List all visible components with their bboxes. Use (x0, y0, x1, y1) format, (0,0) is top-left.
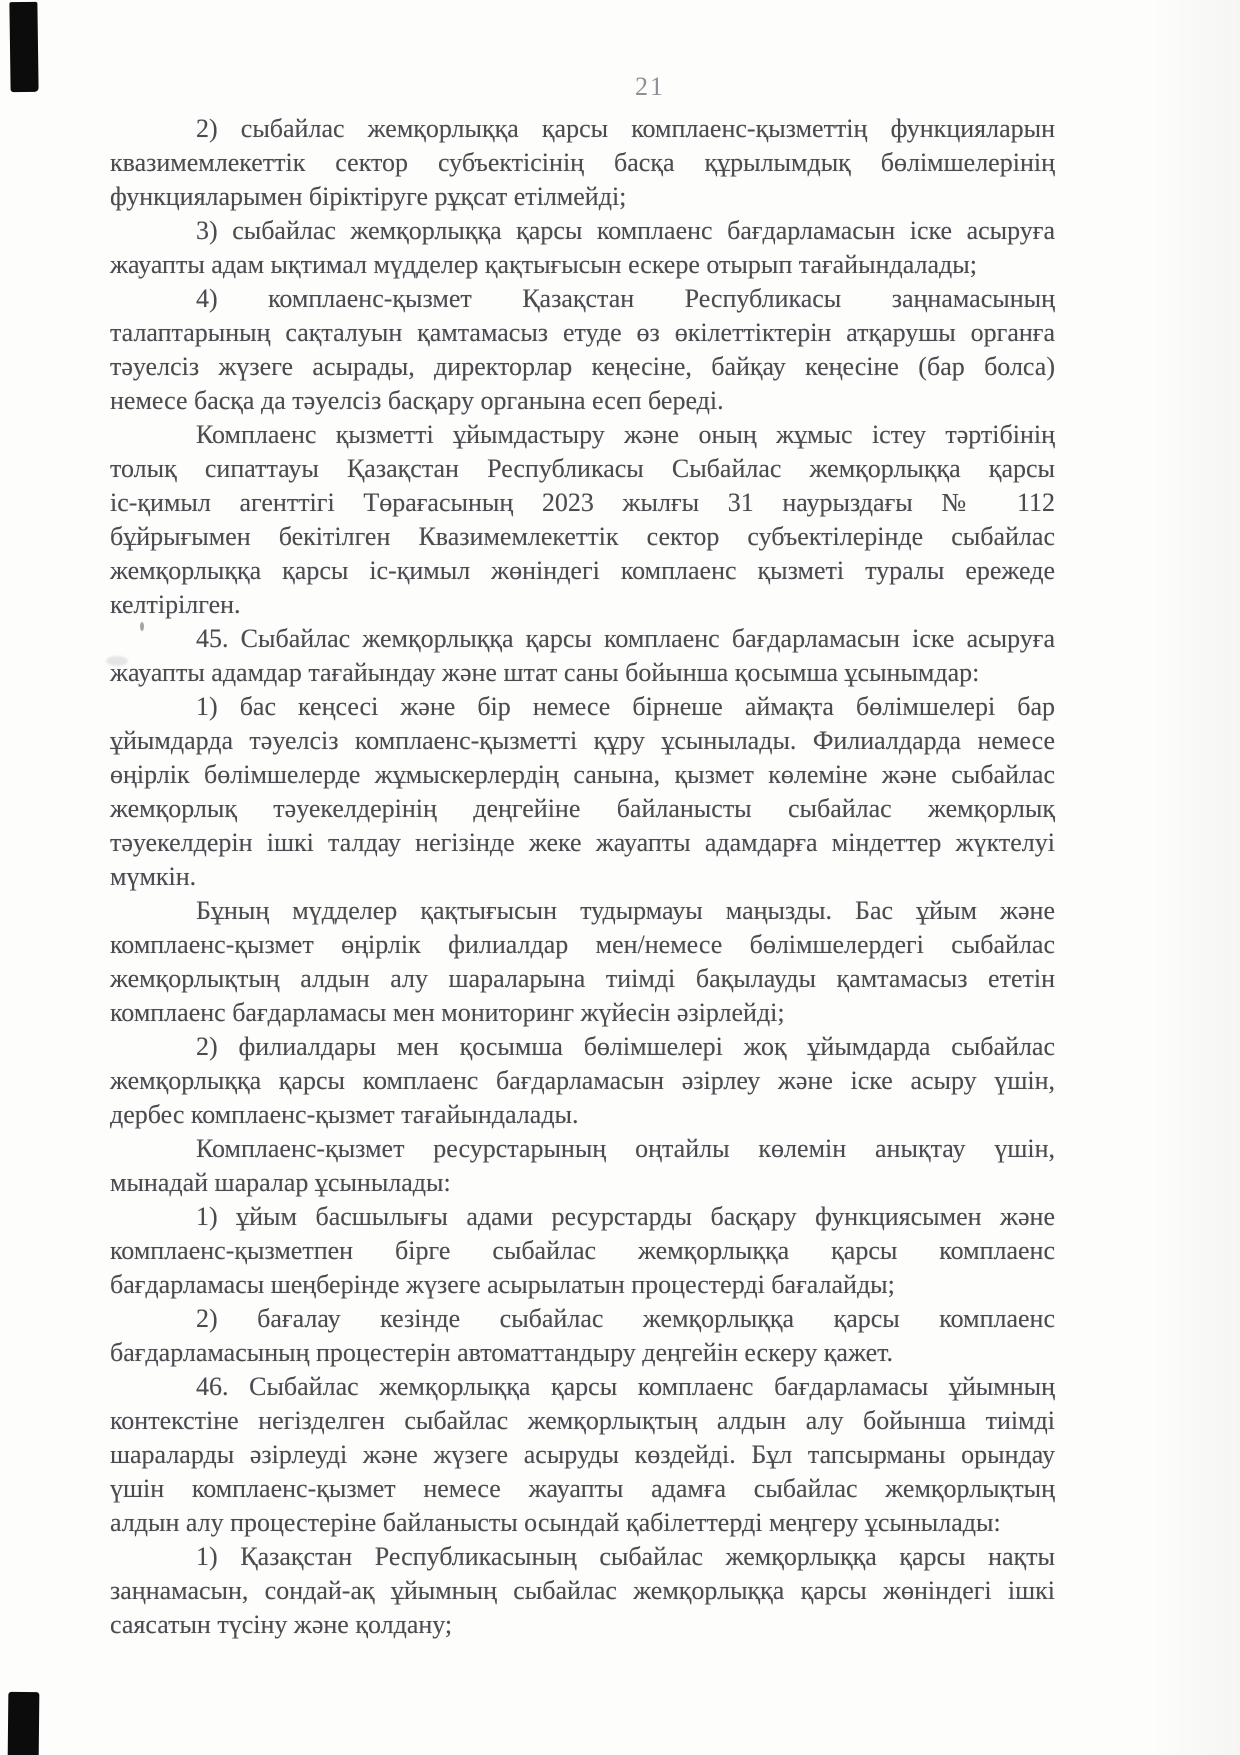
paragraph (110, 1540, 1055, 1642)
text-line: өңірлік бөлімшелерде жұмыскерлердің санына, қызмет көлеміне және сыбайлас (110, 760, 1055, 789)
paragraph (110, 418, 1055, 622)
text-line: 4) комплаенс-қызмет Қазақстан Республикасы заңнамасының (196, 284, 1055, 313)
scan-artifact-top-left (9, 2, 38, 92)
text-line: келтірілген. (110, 590, 241, 619)
paragraph (110, 894, 1055, 1030)
text-line: немесе басқа да тәуелсіз басқару органына есеп береді. (110, 386, 724, 415)
paragraph (110, 1132, 1055, 1200)
text-line: 1) ұйым басшылығы адами ресурстарды басқару функциясымен және (196, 1202, 1055, 1231)
text-line: тәуелсіз жүзеге асырады, директорлар кеңесіне, байқау кеңесіне (бар болса) (110, 352, 1055, 381)
text-line: талаптарының сақталуын қамтамасыз етуде өз өкілеттіктерін атқарушы органға (110, 318, 1055, 347)
text-line: 2) филиалдары мен қосымша бөлімшелері жоқ ұйымдарда сыбайлас (196, 1032, 1055, 1061)
text-line: алдын алу процестеріне байланысты осындай қабілеттерді меңгеру ұсынылады: (110, 1508, 1001, 1537)
text-line: толық сипаттауы Қазақстан Республикасы Сыбайлас жемқорлыққа қарсы (110, 454, 1055, 483)
text-line: Комплаенс қызметті ұйымдастыру және оның жұмыс істеу тәртібінің (196, 420, 1055, 449)
text-line: комплаенс-қызметпен бірге сыбайлас жемқорлыққа қарсы комплаенс (110, 1236, 1055, 1265)
document-body (110, 112, 1055, 1642)
text-line: шараларды әзірлеуді және жүзеге асыруды көздейді. Бұл тапсырманы орындау (110, 1440, 1055, 1469)
text-line: 46. Сыбайлас жемқорлыққа қарсы комплаенс бағдарламасы ұйымның (196, 1372, 1055, 1401)
paragraph (110, 1030, 1055, 1132)
text-line: комплаенс-қызмет өңірлік филиалдар мен/немесе бөлімшелердегі сыбайлас (110, 930, 1055, 959)
text-line: контекстіне негізделген сыбайлас жемқорлықтың алдын алу бойынша тиімді (110, 1406, 1055, 1435)
scan-edge-shading (1150, 0, 1240, 1755)
text-line: тәуекелдерін ішкі талдау негізінде жеке жауапты адамдарға міндеттер жүктелуі (110, 828, 1055, 857)
paragraph (110, 622, 1055, 690)
text-line: жемқорлықтың алдын алу шараларына тиімді бақылауды қамтамасыз ететін (110, 964, 1055, 993)
text-line: 45. Сыбайлас жемқорлыққа қарсы комплаенс бағдарламасын іске асыруға (196, 624, 1055, 653)
text-line: үшін комплаенс-қызмет немесе жауапты адамға сыбайлас жемқорлықтың (110, 1474, 1055, 1503)
text-line: 1) бас кеңсесі және бір немесе бірнеше аймақта бөлімшелері бар (196, 692, 1055, 721)
text-line: дербес комплаенс-қызмет тағайындалады. (110, 1100, 579, 1129)
text-line: Бұның мүдделер қақтығысын тудырмауы маңызды. Бас ұйым және (196, 896, 1055, 925)
text-line: жемқорлыққа қарсы комплаенс бағдарламасын әзірлеу және іске асыру үшін, (110, 1066, 1055, 1095)
paragraph (110, 112, 1055, 214)
text-line: жауапты адамдар тағайындау және штат саны бойынша қосымша ұсынымдар: (110, 658, 980, 687)
text-line: 3) сыбайлас жемқорлыққа қарсы комплаенс бағдарламасын іске асыруға (196, 216, 1055, 245)
text-line: ұйымдарда тәуелсіз комплаенс-қызметті құру ұсынылады. Филиалдарда немесе (110, 726, 1055, 755)
text-line: мүмкін. (110, 862, 197, 891)
page-number: 21 (635, 72, 665, 101)
text-line: саясатын түсіну және қолдану; (110, 1610, 453, 1639)
text-line: 1) Қазақстан Республикасының сыбайлас жемқорлыққа қарсы нақты (196, 1542, 1055, 1571)
paragraph (110, 1370, 1055, 1540)
text-line: 2) сыбайлас жемқорлыққа қарсы комплаенс-қызметтің функцияларын (196, 114, 1055, 143)
scan-artifact-bottom-left (8, 1692, 40, 1755)
paragraph (110, 1302, 1055, 1370)
text-line: бағдарламасының процестерін автоматтандыру деңгейін ескеру қажет. (110, 1338, 894, 1367)
paragraph (110, 214, 1055, 282)
paragraph (110, 1200, 1055, 1302)
text-line: комплаенс бағдарламасы мен мониторинг жүйесін әзірлейді; (110, 998, 785, 1027)
paragraph (110, 690, 1055, 894)
text-line: квазимемлекеттік сектор субъектісінің басқа құрылымдық бөлімшелерінің (110, 148, 1055, 177)
text-line: заңнамасын, сондай-ақ ұйымның сыбайлас жемқорлыққа қарсы жөніндегі ішкі (110, 1576, 1055, 1605)
text-line: Комплаенс-қызмет ресурстарының оңтайлы көлемін анықтау үшін, (196, 1134, 1055, 1163)
text-line: функцияларымен біріктіруге рұқсат етілмейді; (110, 182, 627, 211)
text-line: 2) бағалау кезінде сыбайлас жемқорлыққа қарсы комплаенс (196, 1304, 1055, 1333)
text-line: жауапты адам ықтимал мүдделер қақтығысын ескере отырып тағайындалады; (110, 250, 977, 279)
text-line: бағдарламасы шеңберінде жүзеге асырылатын процестерді бағалайды; (110, 1270, 895, 1299)
text-line: бұйрығымен бекітілген Квазимемлекеттік сектор субъектілерінде сыбайлас (110, 522, 1055, 551)
paragraph (110, 282, 1055, 418)
text-line: іс-қимыл агенттігі Төрағасының 2023 жылғы 31 наурыздағы № 112 (110, 488, 1055, 517)
text-line: жемқорлыққа қарсы іс-қимыл жөніндегі комплаенс қызметі туралы ережеде (110, 556, 1055, 585)
text-line: жемқорлық тәуекелдерінің деңгейіне байланысты сыбайлас жемқорлық (110, 794, 1055, 823)
text-line: мынадай шаралар ұсынылады: (110, 1168, 451, 1197)
